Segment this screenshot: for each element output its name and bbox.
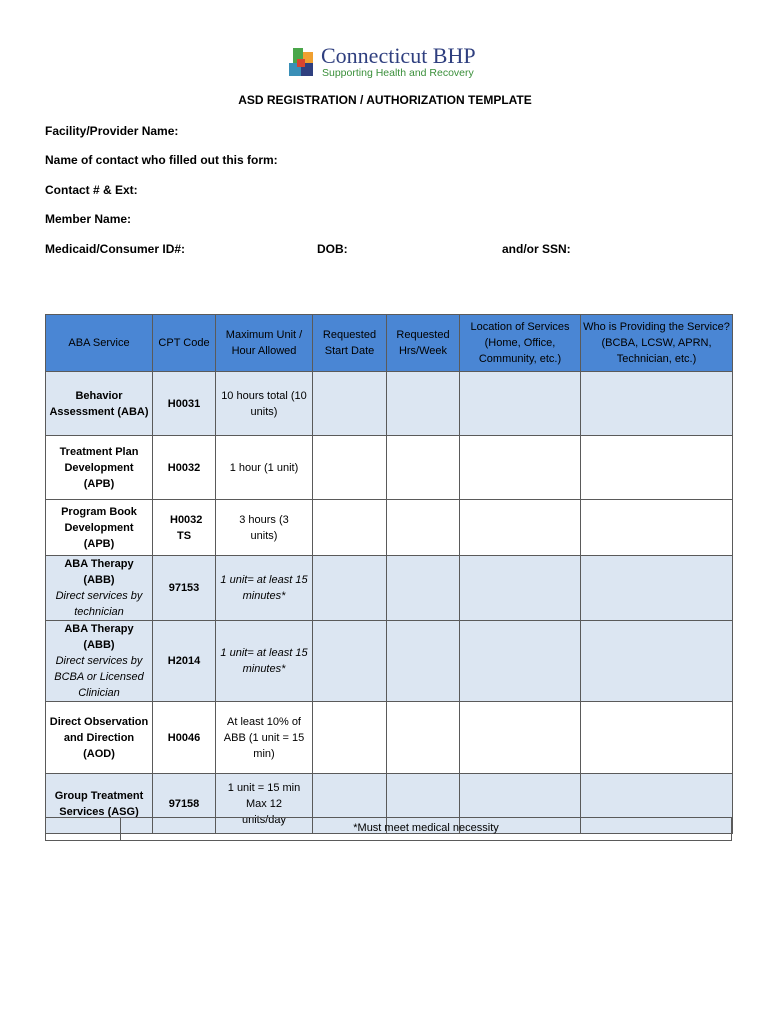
logo-title: Connecticut BHP bbox=[321, 43, 476, 68]
table-row bbox=[46, 500, 733, 556]
location-cell[interactable] bbox=[460, 621, 581, 702]
document-title: ASD REGISTRATION / AUTHORIZATION TEMPLATE bbox=[238, 93, 532, 107]
provider-cell[interactable] bbox=[581, 436, 733, 500]
contact-name-label: Name of contact who filled out this form: bbox=[45, 153, 278, 167]
service-cell: Direct Observation and Direction (AOD) bbox=[46, 702, 153, 774]
facility-label: Facility/Provider Name: bbox=[45, 124, 179, 138]
max-cell: 1 unit= at least 15 minutes* bbox=[216, 621, 313, 702]
start-date-cell[interactable] bbox=[313, 556, 387, 621]
service-cell: Group Treatment Services (ASG) bbox=[46, 774, 153, 834]
hrs-week-cell[interactable] bbox=[387, 702, 460, 774]
hrs-week-cell[interactable] bbox=[387, 556, 460, 621]
location-cell[interactable] bbox=[460, 436, 581, 500]
header-cpt-code: CPT Code bbox=[153, 315, 216, 372]
code-cell: H2014 bbox=[153, 621, 216, 702]
location-cell[interactable] bbox=[460, 372, 581, 436]
table-header-row bbox=[46, 315, 733, 372]
service-cell: Program Book Development (APB) bbox=[46, 500, 153, 556]
footnote-row bbox=[45, 817, 732, 841]
member-name-label: Member Name: bbox=[45, 212, 132, 226]
table-row bbox=[46, 621, 733, 702]
logo-subtitle: Supporting Health and Recovery bbox=[322, 67, 474, 79]
code-cell: H0032 TS bbox=[153, 500, 216, 556]
start-date-cell[interactable] bbox=[313, 702, 387, 774]
code-cell: H0046 bbox=[153, 702, 216, 774]
code-cell: 97158 bbox=[153, 774, 216, 834]
table-row bbox=[46, 436, 733, 500]
service-cell: ABA Therapy (ABB) Direct services by technician bbox=[46, 556, 153, 621]
table-row bbox=[46, 556, 733, 621]
ssn-label: and/or SSN: bbox=[502, 242, 571, 256]
header-start-date: Requested Start Date bbox=[313, 315, 387, 372]
start-date-cell[interactable] bbox=[313, 372, 387, 436]
location-cell[interactable] bbox=[460, 500, 581, 556]
header-location: Location of Services (Home, Office, Community, etc.) bbox=[460, 315, 581, 372]
header-hrs-week: Requested Hrs/Week bbox=[387, 315, 460, 372]
footnote-text: *Must meet medical necessity bbox=[353, 822, 499, 834]
max-cell: 10 hours total (10 units) bbox=[216, 372, 313, 436]
provider-cell[interactable] bbox=[581, 556, 733, 621]
service-cell: Treatment Plan Development (APB) bbox=[46, 436, 153, 500]
provider-cell[interactable] bbox=[581, 621, 733, 702]
connecticut-bhp-logo bbox=[287, 44, 487, 84]
max-cell: 3 hours (3 units) bbox=[216, 500, 313, 556]
start-date-cell[interactable] bbox=[313, 621, 387, 702]
service-cell: Behavior Assessment (ABA) bbox=[46, 372, 153, 436]
service-cell: ABA Therapy (ABB) Direct services by BCBA or Licensed Clinician bbox=[46, 621, 153, 702]
location-cell[interactable] bbox=[460, 556, 581, 621]
contact-number-label: Contact # & Ext: bbox=[45, 183, 138, 197]
header-max-unit: Maximum Unit / Hour Allowed bbox=[216, 315, 313, 372]
max-cell: 1 unit = 15 min Max 12 units/day bbox=[216, 774, 313, 834]
max-cell: At least 10% of ABB (1 unit = 15 min) bbox=[216, 702, 313, 774]
hrs-week-cell[interactable] bbox=[387, 621, 460, 702]
dob-label: DOB: bbox=[317, 242, 348, 256]
location-cell[interactable] bbox=[460, 702, 581, 774]
provider-cell[interactable] bbox=[581, 372, 733, 436]
code-cell: H0032 bbox=[153, 436, 216, 500]
logo-mark-icon bbox=[287, 48, 319, 80]
code-cell: H0031 bbox=[153, 372, 216, 436]
max-cell: 1 hour (1 unit) bbox=[216, 436, 313, 500]
provider-cell[interactable] bbox=[581, 702, 733, 774]
services-table bbox=[45, 314, 733, 834]
code-cell: 97153 bbox=[153, 556, 216, 621]
table-row bbox=[46, 372, 733, 436]
header-provider: Who is Providing the Service? (BCBA, LCSW, APRN, Technician, etc.) bbox=[581, 315, 733, 372]
footnote-blank-cell bbox=[46, 818, 121, 840]
medicaid-id-label: Medicaid/Consumer ID#: bbox=[45, 242, 186, 256]
provider-cell[interactable] bbox=[581, 500, 733, 556]
max-cell: 1 unit= at least 15 minutes* bbox=[216, 556, 313, 621]
header-aba-service: ABA Service bbox=[46, 315, 153, 372]
hrs-week-cell[interactable] bbox=[387, 372, 460, 436]
start-date-cell[interactable] bbox=[313, 500, 387, 556]
hrs-week-cell[interactable] bbox=[387, 436, 460, 500]
hrs-week-cell[interactable] bbox=[387, 500, 460, 556]
start-date-cell[interactable] bbox=[313, 436, 387, 500]
table-row bbox=[46, 702, 733, 774]
